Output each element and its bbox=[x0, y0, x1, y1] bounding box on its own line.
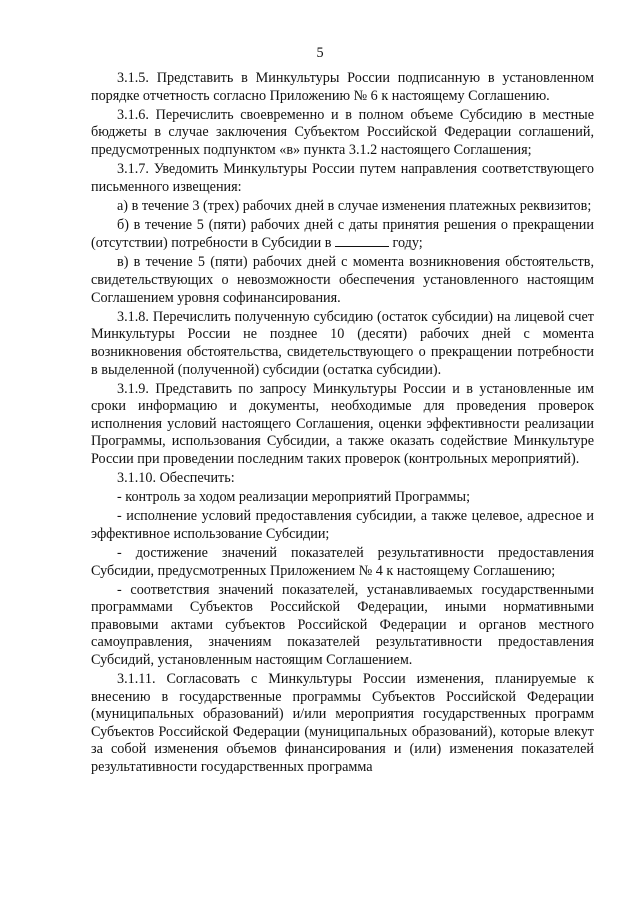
clause-3-1-5: 3.1.5. Представить в Минкультуры России подписанную в установленном порядке отчетность согласно Приложению № 6 к настоящему Соглашению. bbox=[91, 70, 594, 104]
clause-3-1-7-b-end: году; bbox=[392, 235, 423, 252]
clause-3-1-10: 3.1.10. Обеспечить: bbox=[117, 470, 235, 487]
clause-3-1-7-b-text: б) в течение 5 (пяти) рабочих дней с даты принятия решения о прекращении (отсутствии) потребности в Субсидии в bbox=[91, 216, 594, 252]
clause-3-1-11: 3.1.11. Согласовать с Минкультуры России изменения, планируемые к внесению в государственные программы Субъектов Российской Федерации (муниципальных образований) и/или мероприятия государственных программ Субъектов Российской Федерации (муниципальных образований), которые влекут за собой изменения объемов финансирования и (или) изменения показателей результативности государственных программа bbox=[91, 671, 594, 776]
clause-3-1-7-v: в) в течение 5 (пяти) рабочих дней с момента возникновения обстоятельств, свидетельствующих о невозможности обеспечения установленного настоящим Соглашением уровня софинансирования. bbox=[91, 254, 594, 306]
document-body bbox=[91, 70, 594, 778]
page-number: 5 bbox=[316, 45, 324, 61]
clause-3-1-10-item-1: - контроль за ходом реализации мероприятий Программы; bbox=[117, 489, 471, 506]
clause-3-1-7: 3.1.7. Уведомить Минкультуры России путем направления соответствующего письменного извещения: bbox=[91, 160, 594, 195]
clause-3-1-7-b bbox=[91, 217, 594, 253]
blank-year-field bbox=[335, 234, 389, 247]
clause-3-1-8: 3.1.8. Перечислить полученную субсидию (остаток субсидии) на лицевой счет Минкультуры России не позднее 10 (десяти) рабочих дней с момента возникновения обстоятельства, свидетельствующего о прекращении потребности в выделенной (полученной) субсидии (остатка субсидии). bbox=[91, 308, 594, 378]
clause-3-1-10-item-2: - исполнение условий предоставления субсидии, а также целевое, адресное и эффективное использование Субсидии; bbox=[91, 508, 594, 542]
clause-3-1-10-item-4: - соответствия значений показателей, устанавливаемых государственными программами Субъектов Российской Федерации, иными нормативными правовыми актами субъектов Российской Федерации и органов местного самоуправления, значениям показателей результативности предоставления Субсидий, установленным настоящим Соглашением. bbox=[91, 581, 594, 668]
clause-3-1-10-item-3: - достижение значений показателей результативности предоставления Субсидии, предусмотренных Приложением № 4 к настоящему Соглашению; bbox=[91, 544, 594, 579]
clause-3-1-6: 3.1.6. Перечислить своевременно и в полном объеме Субсидию в местные бюджеты в случае заключения Субъектом Российской Федерации соглашений, предусмотренных подпунктом «в» пункта 3.1.2 настоящего Соглашения; bbox=[91, 106, 594, 158]
clause-3-1-7-a: а) в течение 3 (трех) рабочих дней в случае изменения платежных реквизитов; bbox=[117, 197, 592, 214]
clause-3-1-9: 3.1.9. Представить по запросу Минкультуры России и в установленные им сроки информацию и документы, необходимые для проведения проверок исполнения условий настоящего Соглашения, оценки эффективности реализации Программы, использования Субсидии, а также оказать содействие Минкультуре России при проведении последним таких проверок (контрольных мероприятий). bbox=[91, 380, 594, 467]
